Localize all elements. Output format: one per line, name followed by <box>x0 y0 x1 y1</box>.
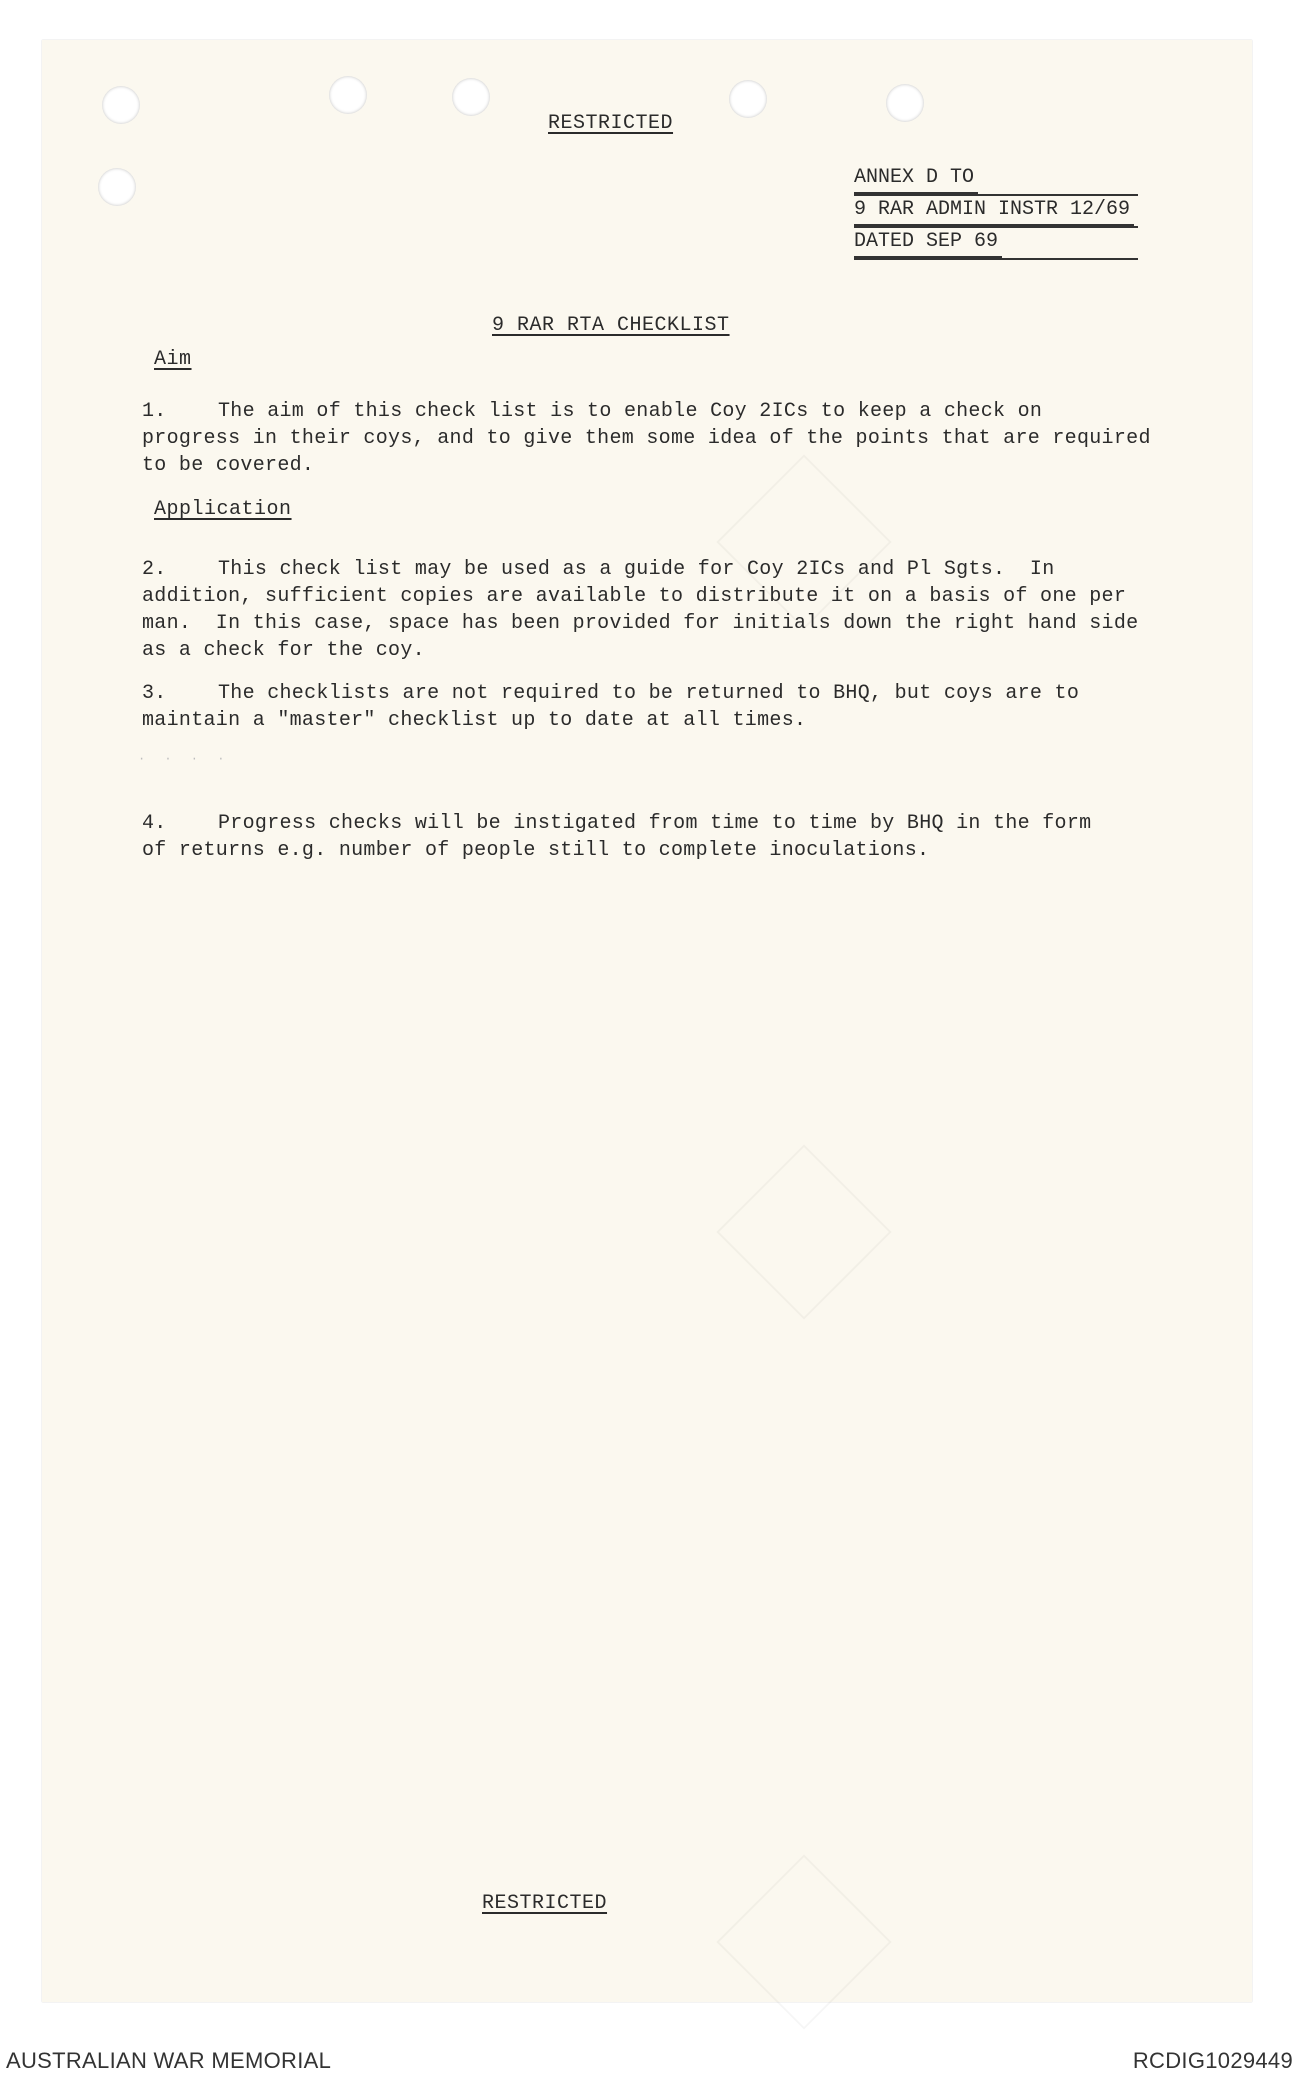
paper-watermark <box>716 1854 891 2029</box>
classification-bottom: RESTRICTED <box>482 1892 608 1915</box>
punch-hole <box>452 78 490 116</box>
paragraph-2 <box>142 556 1202 664</box>
paragraph-text: Progress checks will be instigated from time to time by BHQ in the form of returns e.g. number of people still to complete inoculations. <box>142 812 1092 862</box>
ink-smudge: · · · · <box>138 752 231 766</box>
paragraph-number: 2. <box>142 558 167 581</box>
paragraph-4 <box>142 810 1202 864</box>
paragraph-3 <box>142 680 1202 734</box>
paragraph-number: 4. <box>142 812 167 835</box>
section-heading-aim: Aim <box>154 348 192 371</box>
punch-hole <box>329 76 367 114</box>
paragraph-text: The aim of this check list is to enable Coy 2ICs to keep a check on progress in their coys, and to give them some idea of the points that are required to be covered. <box>142 400 1151 477</box>
annex-line-3: DATED SEP 69 <box>854 228 1002 258</box>
annex-reference <box>854 164 1138 260</box>
classification-top: RESTRICTED <box>548 112 674 135</box>
annex-line-1: ANNEX D TO <box>854 164 978 194</box>
paper-watermark <box>716 1144 891 1319</box>
paragraph-text: The checklists are not required to be returned to BHQ, but coys are to maintain a "master" checklist up to date at all times. <box>142 682 1080 732</box>
annex-line-2: 9 RAR ADMIN INSTR 12/69 <box>854 196 1134 226</box>
punch-hole <box>886 84 924 122</box>
archive-source-label: AUSTRALIAN WAR MEMORIAL <box>6 2048 332 2073</box>
punch-hole <box>102 86 140 124</box>
paragraph-text: This check list may be used as a guide for Coy 2ICs and Pl Sgts. In addition, sufficient copies are available to distribute it on a basis of one per man. In this case, space has been provided for initials down the right hand side as a check for the coy. <box>142 558 1139 662</box>
document-title: 9 RAR RTA CHECKLIST <box>492 314 730 337</box>
paragraph-number: 3. <box>142 682 167 705</box>
archive-record-id: RCDIG1029449 <box>1132 2048 1293 2073</box>
paragraph-number: 1. <box>142 400 167 423</box>
punch-hole <box>98 168 136 206</box>
paragraph-1 <box>142 398 1202 479</box>
section-heading-application: Application <box>154 498 292 521</box>
document-page <box>42 40 1252 2002</box>
punch-hole <box>729 80 767 118</box>
